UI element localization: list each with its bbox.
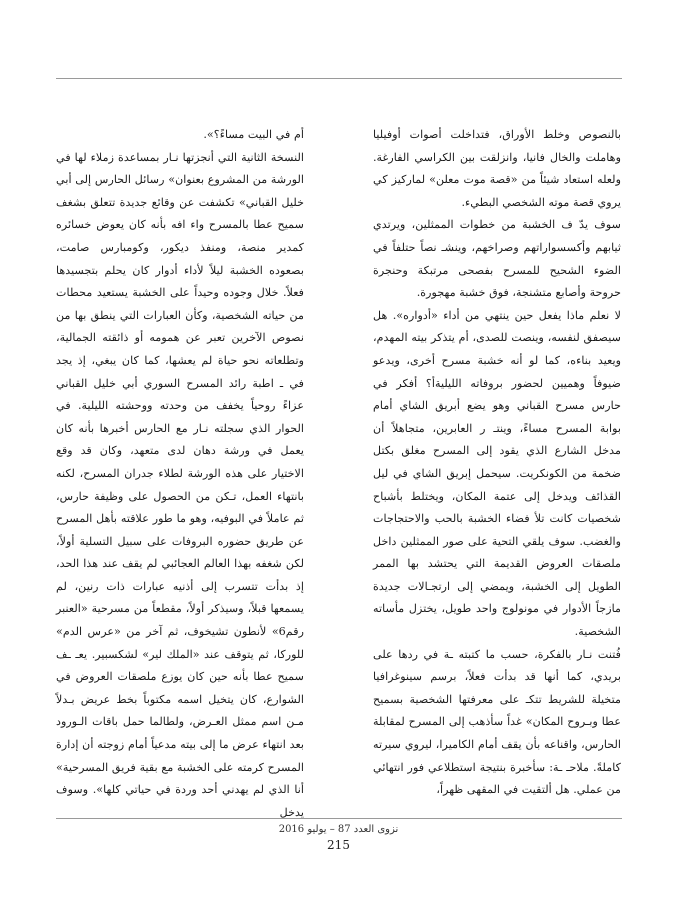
paragraph: فُتنت نـار بالفكرة، حسب ما كتبته ـة في ردها على بريدي، كما أنها قد بدأت فعلاً، برسم سينوغرافيا متخيلة للشريط تتكـ على معرفتها الشخصية بسميح عطا وبـروح المكان» غداً سأذهب إلى المسرح لمقابلة الحارس، واقناعه بأن يقف أمام الكاميرا، ليروي سيرته كاملةً. ملاحـ ـة: سأخبرة بنتيجة استطلاعي فور انتهائي من عملي. هل ألتقيت في المقهى ظهراً، [373,647,621,797]
bottom-rule [56,818,622,819]
paragraph: النسخة الثانية التي أنجزتها نـار بمساعدة زملاء لها في الورشة من المشروع بعنوان» رسائل الحارس إلى أبي خليل القباني» تكشفت عن وقائع جديدة تتعلق بشغف سميح عطا بالمسرح واء افه بأنه كان يعوض خسائره كمدير منصة، ومنفذ ديكور، وكومبارس صامت، بصعوده الخشبة ليلاً لأداء أدوار كان يحلم بتجسيدها فعلاً. خلال وجوده وحيداً على الخشبة يستعيد محطات من حياته الشخصية، وكأن العبارات التي ينطق بها من نصوص الآخرين تعبر عن همومه أو ذائقته الجمالية، وتطلعاته نحو حياة لم يعشها، كما كان يبغي، إذ يجد في ـ اطبة رائد المسرح السوري أبي خليل القباني عزاءً روحياً يخفف من وحدته ووحشته الليلية. في الحوار الذي سجلته نـار مع الحارس أخبرها بأنه كان يعمل في ورشة دهان لدى متعهد، وكان قد وقع الاختيار على هذه الورشة لطلاء جدران المسرح، لكنه بانتهاء العمل، تـكن من الحصول على وظيفة حارس، ثم عاملاً في البوفيه، وهو ما طور علاقته بأهل المسرح عن طريق حضوره البروفات على سبيل التسلية أولاً، لكن شغفه بهذا العالم العجائبي لم يقف عند هذا الحد، إذ بدأت تتسرب إلى أذنيه عبارات ذات رنين، لم يسمعها قبلاً، وسيذكر أولاً، مقطعاً من مسرحية «العنبر رقم6» لأنطون تشيخوف، ثم آخر من «عرس الدم» للوركا، ثم يتوقف عند «الملك لير» لشكسبير. يعـ ـف سميح عطا بأنه حين كان يوزع ملصقات العروض في الشوارع، كان يتخيل اسمه مكتوباً بخط عريض بـدلاً مـن اسم ممثل العـرض، ولطالما حمل باقات الـورود بعد انتهاء عرض ما إلى بيته مدعياً أمام زوجته أن إدارة المسرح كرمته على الخشبة مع بقية فريق المسرحية» أنا الذي لم يهدني أحد وردة في حياتي كلها». وسوف يدخل [56,150,304,819]
paragraph: بالنصوص وخلط الأوراق، فتداخلت أصوات أوفيليا وهاملت والخال فانيا، وانزلقت بين الكراسي الفارغة. ولعله استعاد شيئاً من «قصة موت معلن» لماركيز كي يروي قصة موته الشخصي البطيء. [373,128,621,209]
top-rule [56,78,622,79]
paragraph: أم في البيت مساءً؟». [203,128,304,141]
paragraph: سوف يدّ ف الخشبة من خطوات الممثلين، ويرتدي ثيابهم وأكسسواراتهم وصراخهم، وينشـ نصاً حتلفاً في الضوء الشحيح للمسرح بفصحى مرتبكة وحنجرة حروحة وأصابع متشنجة، فوق خشبة مهجورة. [373,218,621,300]
page-number: 215 [327,838,350,852]
paragraph: لا نعلم ماذا يفعل حين ينتهي من أداء «أدواره». هل سيصفق لنفسه، وينصت للصدى، أم يتذكر بيته المهدم، ويعيد بناءه، كما لو أنه خشبة مسرح أخرى، ويدعو ضيوفاً وهميين لحضور بروفاته الليليةأ؟ أفكر في حارس مسرح القباني وهو يضع أبريق الشاي أمام بوابة المسرح مساءً، وينتـ ر العابرين، متجاهلاً أن مدخل الشارع الذي يقود إلى المسرح مغلق بكتل ضخمة من الكونكريت. سيحمل إبريق الشاي في ليل القذائف ويدخل إلى عتمة المكان، ويختلط بأشباح شخصيات كانت تلأ فضاء الخشبة بالحب والاحتجاجات والغضب. سوف يلقي التحية على صور الممثلين داخل ملصقات العروض القديمة التي يحتشد بها الممر الطويل إلى الخشبة، ويمضي إلى ارتجـالات جديدة مازجاً الأدوار في مونولوج واحد طويل، يختزل مأساته الشخصية. [373,308,621,639]
left-column [56,124,304,824]
right-column [373,124,621,802]
issue-line: نزوى العدد 87 – يوليو 2016 [278,824,399,835]
